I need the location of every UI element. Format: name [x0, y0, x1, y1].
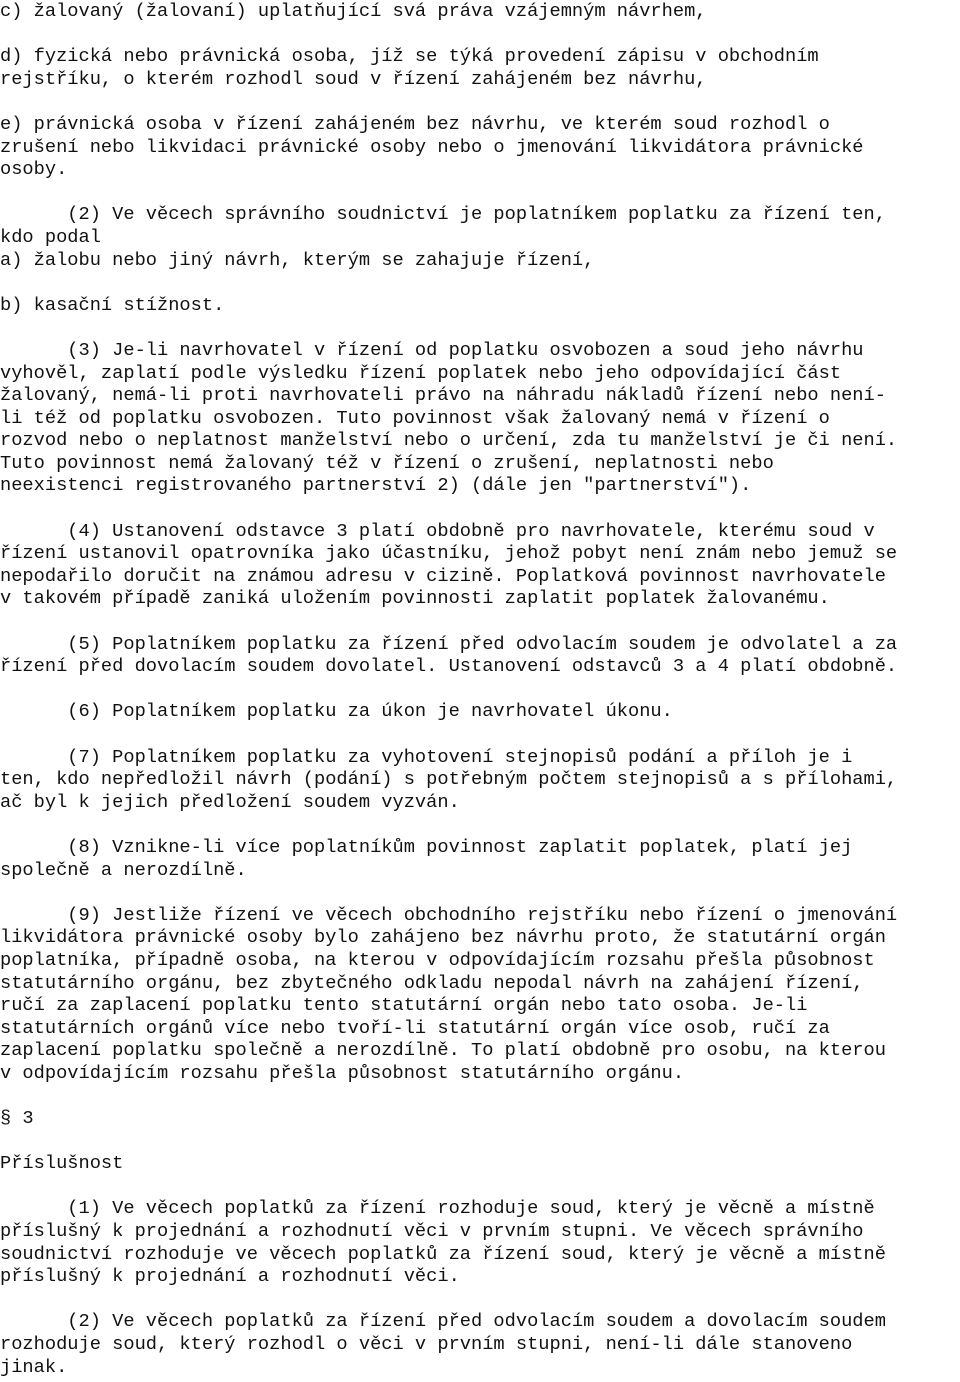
paragraph-gap — [0, 1288, 960, 1311]
paragraph — [0, 45, 960, 90]
paragraph-gap — [0, 23, 960, 46]
text-line: (8) Vznikne-li více poplatníkům povinnost zaplatit poplatek, platí jej — [0, 835, 853, 858]
text-line: d) fyzická nebo právnická osoba, jíž se týká provedení zápisu v obchodním — [0, 45, 819, 68]
paragraph-gap — [0, 1085, 960, 1108]
text-line: statutárního orgánu, bez zbytečného odkladu nepodal návrh na zahájení řízení, — [0, 971, 864, 994]
text-line: (6) Poplatníkem poplatku za úkon je navrhovatel úkonu. — [0, 700, 673, 723]
text-line: li též od poplatku osvobozen. Tuto povinnost však žalovaný nemá v řízení o — [0, 406, 830, 429]
paragraph — [0, 294, 960, 317]
paragraph-gap — [0, 497, 960, 520]
text-line: nepodařilo doručit na známou adresu v cizině. Poplatková povinnost navrhovatele — [0, 564, 886, 587]
text-line: osoby. — [0, 158, 68, 181]
text-line: a) žalobu nebo jiný návrh, kterým se zahajuje řízení, — [0, 248, 595, 271]
text-line: (1) Ve věcech poplatků za řízení rozhoduje soud, který je věcně a místně — [0, 1197, 875, 1220]
text-line: zaplacení poplatku společně a nerozdílně. To platí obdobně pro osobu, na kterou — [0, 1039, 886, 1062]
text-line: likvidátora právnické osoby bylo zahájeno bez návrhu proto, že statutární orgán — [0, 926, 886, 949]
text-line: (3) Je-li navrhovatel v řízení od poplatku osvobozen a soud jeho návrhu — [0, 338, 864, 361]
text-line: v takovém případě zaniká uložením povinnosti zaplatit poplatek žalovanému. — [0, 587, 830, 610]
text-line: žalovaný, nemá-li proti navrhovateli právo na náhradu nákladů řízení nebo není- — [0, 384, 886, 407]
paragraph-gap — [0, 881, 960, 904]
paragraph-gap — [0, 316, 960, 339]
paragraph — [0, 633, 960, 678]
text-line: ten, kdo nepředložil návrh (podání) s potřebným počtem stejnopisů a s přílohami, — [0, 768, 898, 791]
text-line: (7) Poplatníkem poplatku za vyhotovení stejnopisů podání a příloh je i — [0, 745, 853, 768]
text-line: ručí za zaplacení poplatku tento statutární orgán nebo tato osoba. Je-li — [0, 994, 808, 1017]
text-line: ač byl k jejich předložení soudem vyzván. — [0, 790, 460, 813]
text-line: kdo podal — [0, 225, 101, 248]
paragraph-gap — [0, 723, 960, 746]
text-line: vyhověl, zaplatí podle výsledku řízení poplatek nebo jeho odpovídající část — [0, 361, 842, 384]
text-line: (2) Ve věcech správního soudnictví je poplatníkem poplatku za řízení ten, — [0, 203, 886, 226]
paragraph — [0, 0, 960, 23]
text-line: statutárních orgánů více nebo tvoří-li statutární orgán více osob, ručí za — [0, 1016, 830, 1039]
text-line: b) kasační stížnost. — [0, 293, 225, 316]
paragraph-gap — [0, 813, 960, 836]
text-line: společně a nerozdílně. — [0, 858, 247, 881]
paragraph — [0, 700, 960, 723]
text-line: jinak. — [0, 1355, 68, 1378]
text-line: soudnictví rozhoduje ve věcech poplatků za řízení soud, který je věcně a místně — [0, 1242, 886, 1265]
text-line: neexistenci registrovaného partnerství 2) (dále jen "partnerství"). — [0, 474, 752, 497]
text-line: Příslušnost — [0, 1152, 124, 1175]
text-line: (2) Ve věcech poplatků za řízení před odvolacím soudem a dovolacím soudem — [0, 1310, 886, 1333]
paragraph — [0, 203, 960, 271]
paragraph-gap — [0, 1175, 960, 1198]
text-line: řízení ustanovil opatrovníka jako účastníku, jehož pobyt není znám nebo jemuž se — [0, 542, 898, 565]
text-line: § 3 — [0, 1107, 34, 1130]
paragraph-gap — [0, 678, 960, 701]
text-line: zrušení nebo likvidaci právnické osoby nebo o jmenování likvidátora právnické — [0, 135, 864, 158]
text-line: (5) Poplatníkem poplatku za řízení před odvolacím soudem je odvolatel a za — [0, 632, 898, 655]
paragraph-gap — [0, 90, 960, 113]
text-line: řízení před dovolacím soudem dovolatel. Ustanovení odstavců 3 a 4 platí obdobně. — [0, 655, 898, 678]
paragraph — [0, 836, 960, 881]
text-line: příslušný k projednání a rozhodnutí věci. — [0, 1265, 460, 1288]
text-line: (4) Ustanovení odstavce 3 platí obdobně pro navrhovatele, kterému soud v — [0, 519, 875, 542]
text-line: příslušný k projednání a rozhodnutí věci v prvním stupni. Ve věcech správního — [0, 1220, 864, 1243]
text-line: rejstříku, o kterém rozhodl soud v řízení zahájeném bez návrhu, — [0, 67, 707, 90]
paragraph-gap — [0, 610, 960, 633]
paragraph-gap — [0, 1130, 960, 1153]
text-line: rozhoduje soud, který rozhodl o věci v prvním stupni, není-li dále stanoveno — [0, 1333, 853, 1356]
paragraph — [0, 1310, 960, 1378]
paragraph — [0, 1107, 960, 1130]
text-line: Tuto povinnost nemá žalovaný též v řízení o zrušení, neplatnosti nebo — [0, 451, 774, 474]
paragraph-gap — [0, 271, 960, 294]
text-line: rozvod nebo o neplatnost manželství nebo o určení, zda tu manželství je či není. — [0, 429, 898, 452]
paragraph — [0, 339, 960, 497]
paragraph — [0, 904, 960, 1085]
paragraph — [0, 1152, 960, 1175]
text-line: e) právnická osoba v řízení zahájeném bez návrhu, ve kterém soud rozhodl o — [0, 112, 830, 135]
text-line: v odpovídajícím rozsahu přešla působnost statutárního orgánu. — [0, 1061, 685, 1084]
text-line: c) žalovaný (žalovaní) uplatňující svá práva vzájemným návrhem, — [0, 0, 707, 22]
paragraph — [0, 113, 960, 181]
paragraph — [0, 520, 960, 610]
text-line: (9) Jestliže řízení ve věcech obchodního rejstříku nebo řízení o jmenování — [0, 903, 898, 926]
text-line: poplatníka, případně osoba, na kterou v odpovídajícím rozsahu přešla působnost — [0, 948, 875, 971]
paragraph — [0, 746, 960, 814]
paragraph — [0, 1197, 960, 1287]
paragraph-gap — [0, 181, 960, 204]
